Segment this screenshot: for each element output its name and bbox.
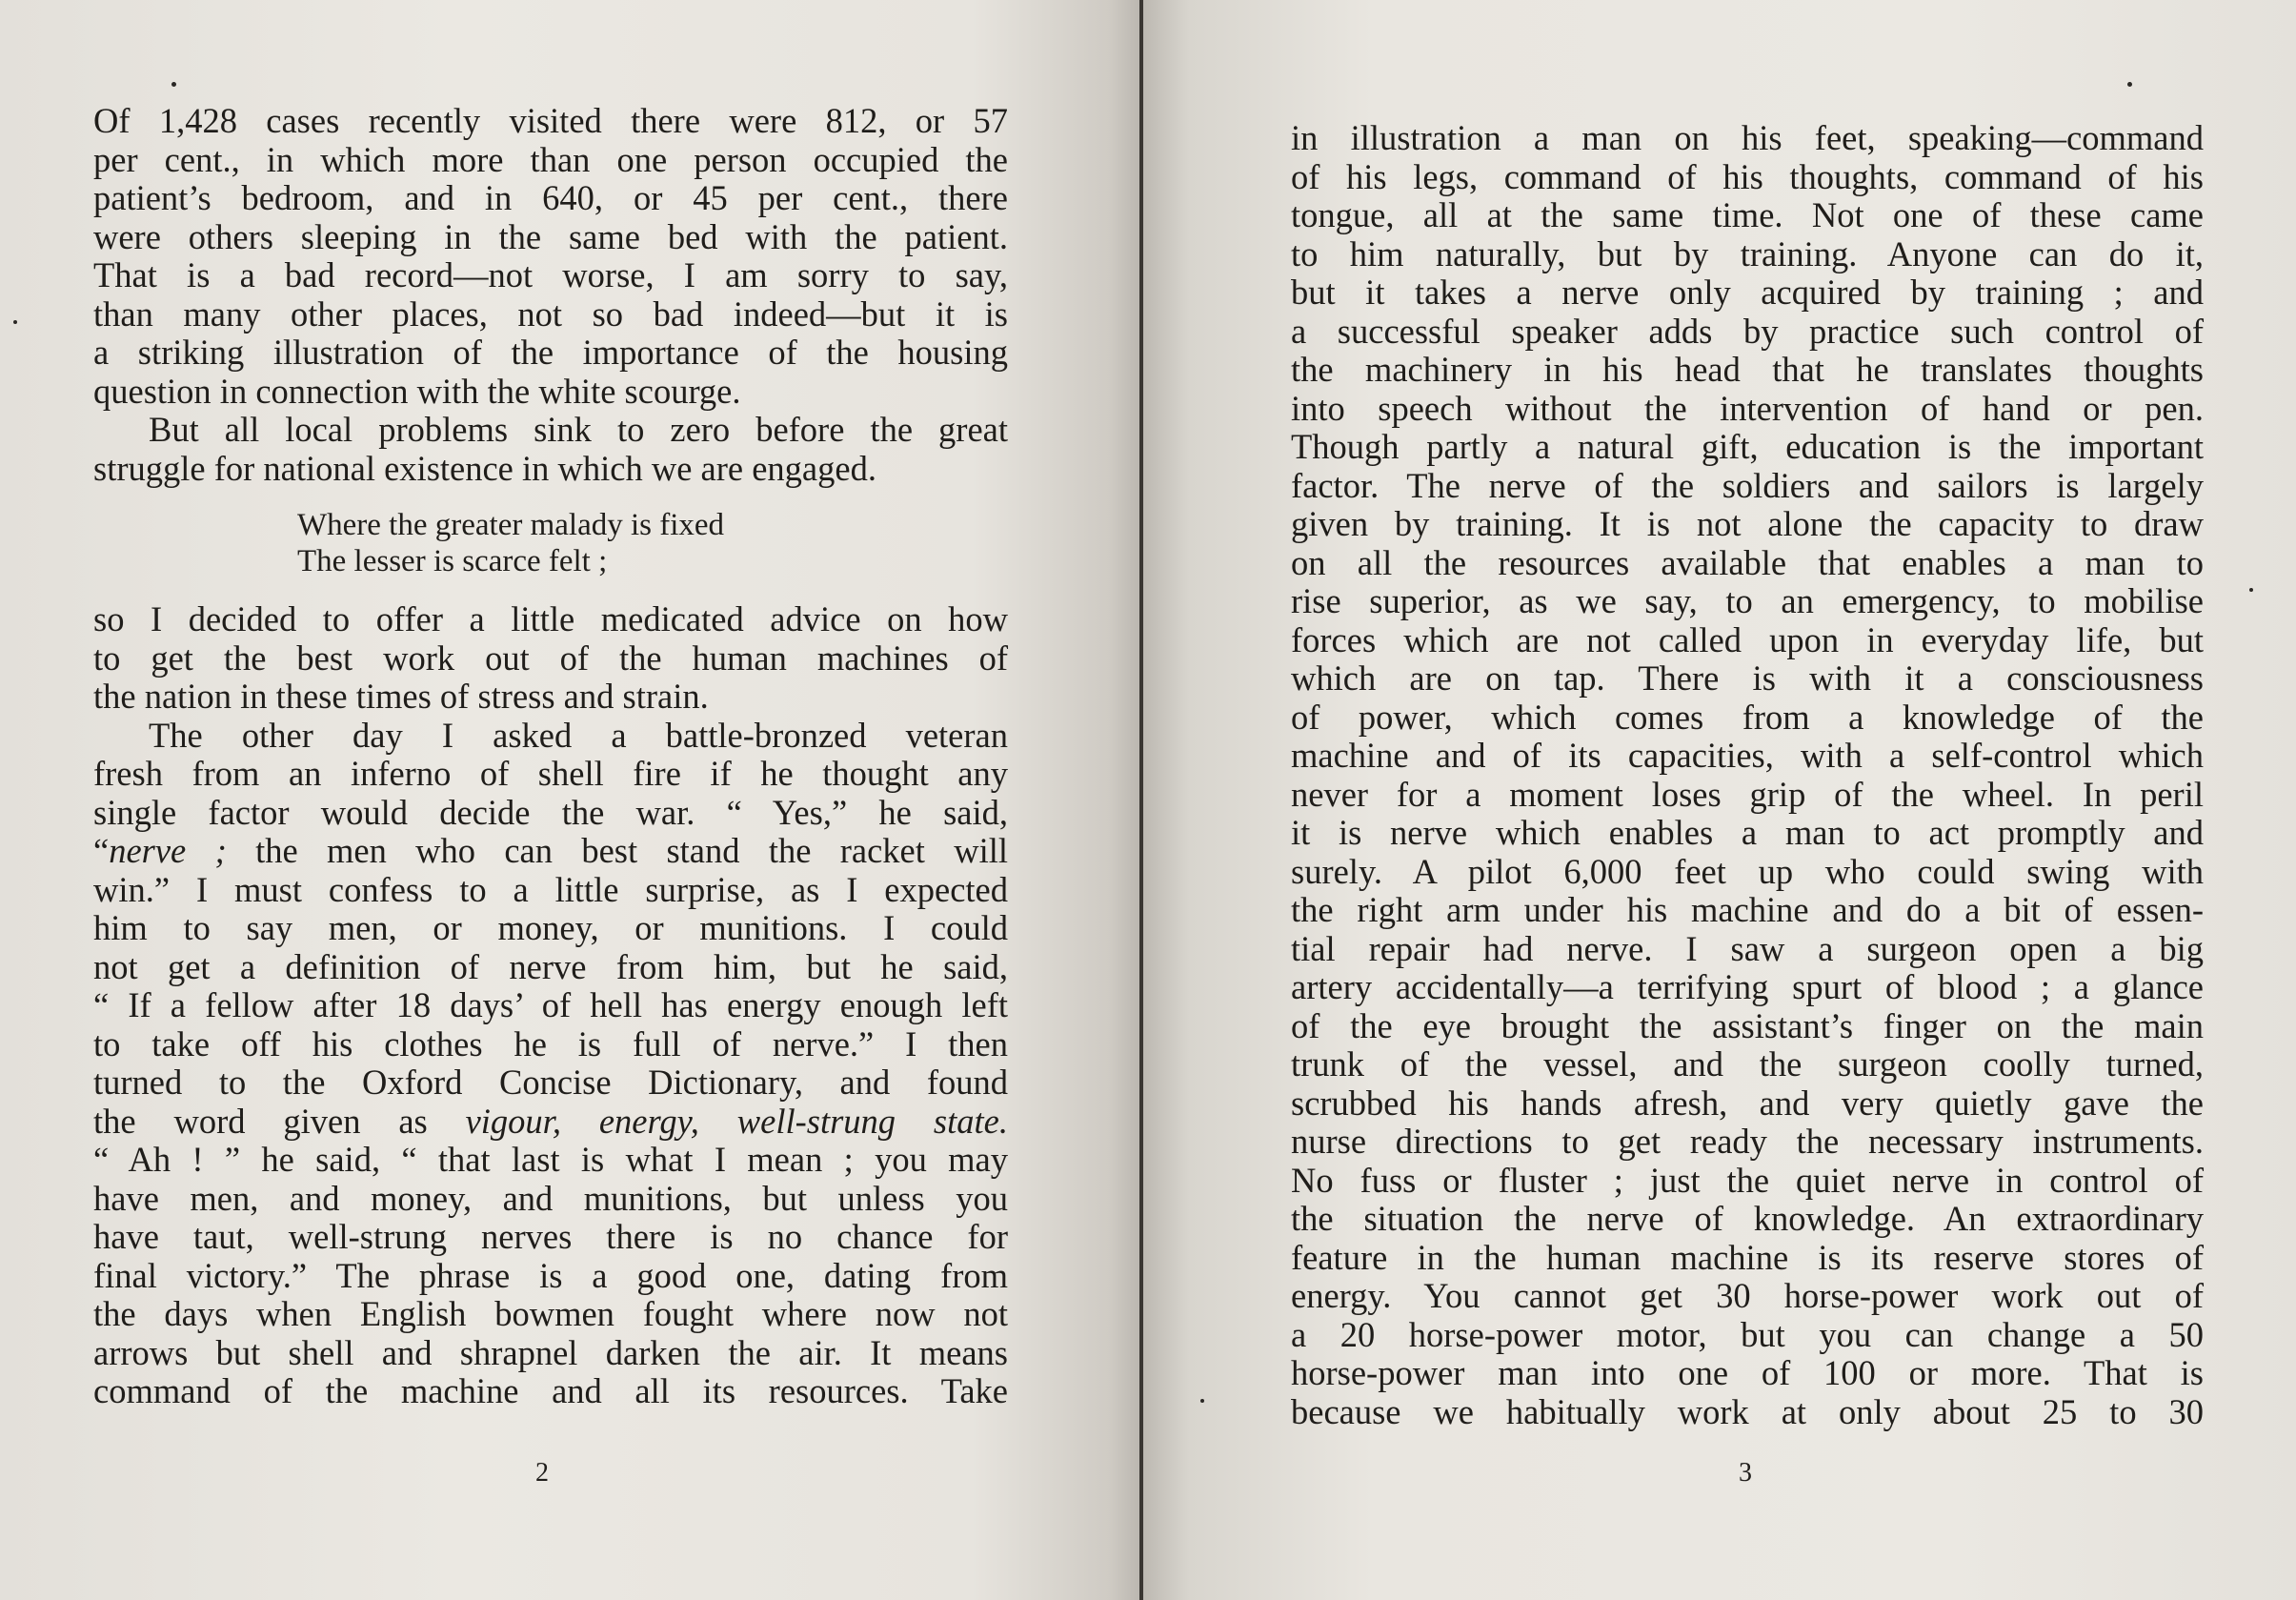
text-line: the machinery in his head that he translates thoughts [1291,350,2204,389]
text-line: No fuss or fluster ; just the quiet nerve in control of [1291,1160,2204,1200]
text-line: because we habitually work at only about 25 to 30 [1291,1391,2204,1431]
text-line: But all local problems sink to zero before the great [149,410,1008,449]
text-line: turned to the Oxford Concise Dictionary, and found [93,1063,1008,1102]
quote-line: The lesser is scarce felt ; [297,544,608,578]
text-line: factor. The nerve of the soldiers and sailors is largely [1291,465,2204,505]
text-line: machine and of its capacities, with a self-control which [1291,736,2204,775]
text-line: given by training. It is not alone the capacity to draw [1291,504,2204,543]
text-line: single factor would decide the war. “ Yes,” he said, [93,792,1008,832]
text-line: feature in the human machine is its reserve stores of [1291,1237,2204,1277]
page-number: 2 [535,1458,549,1488]
text-line: the nation in these times of stress and strain. [93,677,709,716]
paper-speck [171,82,176,87]
text-line: surely. A pilot 6,000 feet up who could swing with [1291,851,2204,891]
paragraph-4 [93,717,1008,1411]
paper-speck [1200,1399,1204,1403]
text-line: artery accidentally—a terrifying spurt of blood ; a glance [1291,967,2204,1006]
text-line: scrubbed his hands afresh, and very quietly gave the [1291,1083,2204,1123]
text-line-mixed [93,1103,1008,1142]
paragraph-3 [93,600,1008,717]
paragraph-1 [93,102,1008,411]
text-line: of his legs, command of his thoughts, command of his [1291,156,2204,196]
text-line: Though partly a natural gift, education is the important [1291,427,2204,466]
paper-speck [2249,588,2253,592]
text-line: a successful speaker adds by practice such control of [1291,311,2204,351]
text-line: have taut, well-strung nerves there is no chance for [93,1217,1008,1256]
text-line: win.” I must confess to a little surprise, as I expected [93,869,1008,909]
text-line: arrows but shell and shrapnel darken the air. It means [93,1332,1008,1372]
left-page-text [93,102,1008,1411]
text-line: him to say men, or money, or munitions. I could [93,908,1008,947]
line-start: the word given as [93,1101,466,1141]
text-line: energy. You cannot get 30 horse-power work out of [1291,1276,2204,1315]
text-line: rise superior, as we say, to an emergency, to mobilise [1291,581,2204,620]
text-line: the days when English bowmen fought where now not [93,1294,1008,1333]
text-line: a 20 horse-power motor, but you can change a 50 [1291,1314,2204,1354]
text-line: never for a moment loses grip of the wheel. In peril [1291,774,2204,814]
text-line: question in connection with the white scourge. [93,371,741,411]
open-quote: “ [93,831,110,870]
text-line: the right arm under his machine and do a bit of essen- [1291,890,2204,929]
text-line: struggle for national existence in which we are engaged. [93,448,876,488]
paper-speck [2127,82,2132,87]
text-line: That is a bad record—not worse, I am sorry to say, [93,255,1008,294]
text-line: not get a definition of nerve from him, but he said, [93,946,1008,986]
italic-nerve: nerve ; [109,831,227,870]
paragraph-2 [93,411,1008,488]
text-line: trunk of the vessel, and the surgeon coolly turned, [1291,1044,2204,1084]
left-page [0,0,1143,1600]
text-line: per cent., in which more than one person occupied the [93,139,1008,179]
text-line: Of 1,428 cases recently visited there were 812, or 57 [93,101,1008,140]
text-line: “ Ah ! ” he said, “ that last is what I mean ; you may [93,1140,1008,1179]
text-line: to him naturally, but by training. Anyone can do it, [1291,233,2204,273]
text-line: were others sleeping in the same bed with the patient. [93,216,1008,256]
text-line: “ If a fellow after 18 days’ of hell has energy enough left [93,985,1008,1024]
text-line: have men, and money, and munitions, but unless you [93,1178,1008,1218]
line-rest: the men who can best stand the racket will [226,831,1008,870]
text-line: a striking illustration of the importance of the housing [93,333,1008,372]
text-line: than many other places, not so bad indeed—but it is [93,294,1008,334]
right-page [1143,0,2296,1600]
text-line: to get the best work out of the human machines of [93,638,1008,678]
text-line: of the eye brought the assistant’s finger on the main [1291,1005,2204,1045]
text-line: so I decided to offer a little medicated advice on how [93,599,1008,638]
text-line: it is nerve which enables a man to act promptly and [1291,813,2204,852]
page-number: 3 [1739,1458,1752,1488]
right-page-text [1291,119,2204,1431]
quote-line: Where the greater malady is fixed [297,508,725,542]
italic-definition: vigour, energy, well-strung state. [465,1101,1008,1141]
text-line: patient’s bedroom, and in 640, or 45 per cent., there [93,178,1008,217]
text-line-mixed [93,832,1008,871]
text-line: which are on tap. There is with it a consciousness [1291,658,2204,698]
text-line: horse-power man into one of 100 or more. That is [1291,1353,2204,1392]
text-line: command of the machine and all its resources. Take [93,1371,1008,1410]
text-line: fresh from an inferno of shell fire if he thought any [93,754,1008,793]
text-line: of power, which comes from a knowledge of the [1291,697,2204,737]
text-line: to take off his clothes he is full of nerve.” I then [93,1023,1008,1063]
text-line: tongue, all at the same time. Not one of these came [1291,195,2204,234]
text-line: into speech without the intervention of hand or pen. [1291,388,2204,428]
text-line: forces which are not called upon in everyday life, but [1291,619,2204,659]
text-line: tial repair had nerve. I saw a surgeon open a big [1291,928,2204,968]
verse-quotation [297,507,1008,579]
text-line: nurse directions to get ready the necessary instruments. [1291,1122,2204,1161]
text-line: the situation the nerve of knowledge. An extraordinary [1291,1199,2204,1238]
paper-speck [13,320,17,324]
text-line: final victory.” The phrase is a good one, dating from [93,1255,1008,1295]
text-line: but it takes a nerve only acquired by training ; and [1291,273,2204,312]
text-line: The other day I asked a battle-bronzed veteran [149,715,1008,755]
text-line: in illustration a man on his feet, speaking—command [1291,118,2204,157]
text-line: on all the resources available that enables a man to [1291,542,2204,582]
